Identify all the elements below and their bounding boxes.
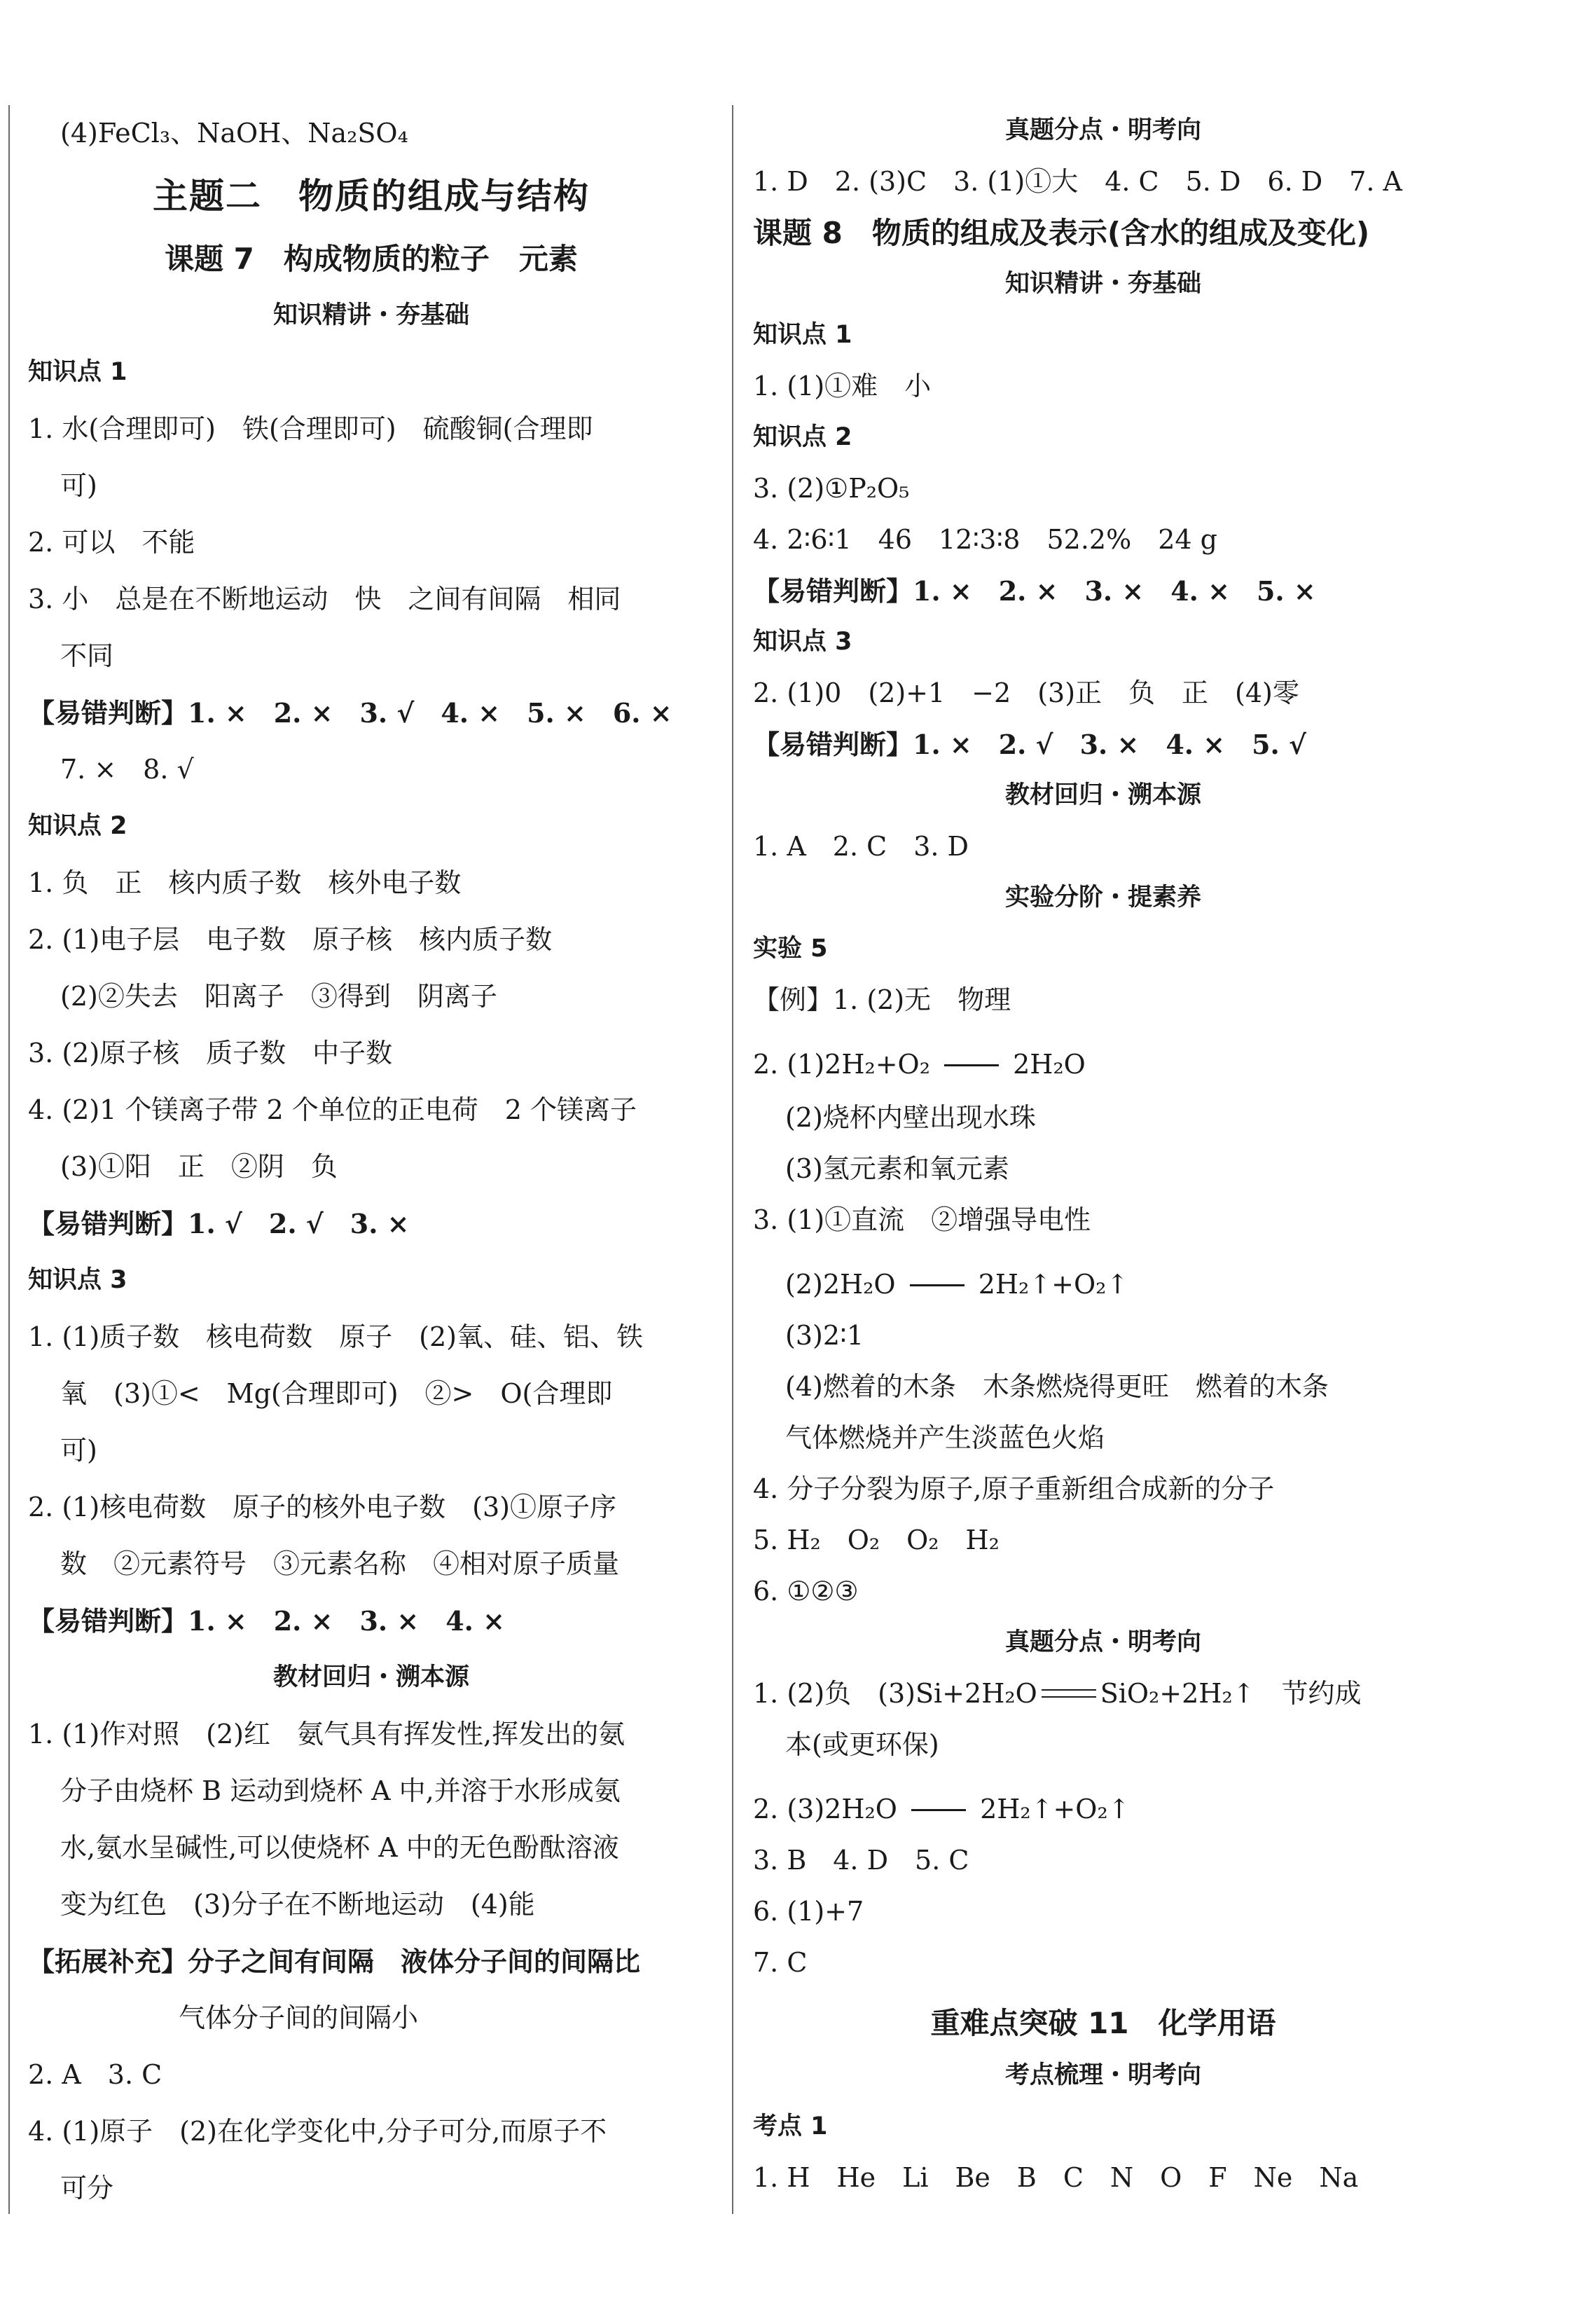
error-judgment-line: 【易错判断】1. × 2. √ 3. × 4. × 5. √ xyxy=(753,729,1306,760)
knowledge-point-heading: 知识点 1 xyxy=(28,358,127,386)
theme-title: 主题二 物质的组成与结构 xyxy=(153,176,590,216)
answer-line: 3. (2)原子核 质子数 中子数 xyxy=(28,1038,393,1068)
equation-line xyxy=(753,1246,1453,1310)
answer-line: 气体分子间的间隔小 xyxy=(179,2002,419,2033)
section-heading: 实验分阶・提素养 xyxy=(1004,883,1201,912)
answer-line: 2. (1)核电荷数 原子的核外电子数 (3)①原子序 xyxy=(28,1492,616,1522)
error-judgment-line: 【易错判断】1. √ 2. √ 3. × xyxy=(28,1208,410,1239)
experiment-heading: 实验 5 xyxy=(753,935,828,963)
equation-reactants: (2)2H₂O xyxy=(785,1269,896,1300)
section-heading: 真题分点・明考向 xyxy=(1004,116,1201,144)
equation-reactants: 2. (3)2H₂O xyxy=(753,1794,897,1824)
answer-line: 6. ①②③ xyxy=(753,1576,859,1607)
answer-line: 4. (1)原子 (2)在化学变化中,分子可分,而原子不 xyxy=(28,2116,607,2147)
answer-line: 2. (1)电子层 电子数 原子核 核内质子数 xyxy=(28,924,553,955)
knowledge-point-heading: 知识点 3 xyxy=(28,1266,127,1294)
answer-line: 3. (2)①P₂O₅ xyxy=(753,473,910,504)
knowledge-point-heading: 知识点 2 xyxy=(753,423,852,451)
answer-line: 2. 可以 不能 xyxy=(28,527,195,558)
answer-line: 2. (1)0 (2)+1 −2 (3)正 负 正 (4)零 xyxy=(753,678,1299,708)
equation-products: 2H₂↑+O₂↑ xyxy=(980,1794,1131,1824)
answer-line: 3. 小 总是在不断地运动 快 之间有间隔 相同 xyxy=(28,584,621,614)
answer-line: 变为红色 (3)分子在不断地运动 (4)能 xyxy=(60,1889,535,1920)
answer-line: (4)FeCl₃、NaOH、Na₂SO₄ xyxy=(60,118,408,149)
answer-line: 可分 xyxy=(60,2173,114,2203)
left-column xyxy=(28,105,714,2217)
section-heading: 教材回归・溯本源 xyxy=(272,1663,469,1691)
answer-line: 4. 分子分裂为原子,原子重新组合成新的分子 xyxy=(753,1473,1275,1504)
extension-line: 【拓展补充】分子之间有间隔 液体分子间的间隔比 xyxy=(28,1946,641,1977)
exam-point-heading: 考点 1 xyxy=(753,2112,828,2140)
answer-line: 1. (1)作对照 (2)红 氨气具有挥发性,挥发出的氨 xyxy=(28,1719,625,1749)
section-heading: 考点梳理・明考向 xyxy=(1004,2061,1201,2089)
answer-line: 4. 2∶6∶1 46 12∶3∶8 52.2% 24 g xyxy=(753,524,1217,555)
example-line: 【例】1. (2)无 物理 xyxy=(753,984,1011,1015)
answer-line: 1. (1)①难 小 xyxy=(753,371,932,401)
reaction-arrow xyxy=(911,1770,966,1835)
equals-sign xyxy=(1042,1689,1096,1698)
answer-line: 数 ②元素符号 ③元素名称 ④相对原子质量 xyxy=(60,1548,620,1579)
answer-line: 本(或更环保) xyxy=(785,1729,939,1760)
answer-line: 2. A 3. C xyxy=(28,2059,163,2090)
knowledge-point-heading: 知识点 3 xyxy=(753,628,852,656)
answer-line: 分子由烧杯 B 运动到烧杯 A 中,并溶于水形成氨 xyxy=(60,1775,621,1806)
answer-line: 4. (2)1 个镁离子带 2 个单位的正电荷 2 个镁离子 xyxy=(28,1094,637,1125)
equation-reactants: 2. (1)2H₂+O₂ xyxy=(753,1049,930,1080)
error-judgment-line: 【易错判断】1. × 2. × 3. × 4. × xyxy=(28,1605,505,1637)
answer-line: 1. A 2. C 3. D xyxy=(753,831,969,862)
section-heading: 教材回归・溯本源 xyxy=(1004,781,1201,809)
reaction-arrow xyxy=(944,1026,999,1092)
answer-line: 7. C xyxy=(753,1947,808,1978)
answer-line: 可) xyxy=(60,470,97,501)
answer-line: (2)烧杯内壁出现水珠 xyxy=(785,1102,1036,1133)
equation-line xyxy=(753,1668,1453,1719)
breakthrough-title: 重难点突破 11 化学用语 xyxy=(930,2006,1276,2040)
answer-line: 3. (1)①直流 ②增强导电性 xyxy=(753,1204,1091,1235)
equation-reactants: 1. (2)负 (3)Si+2H₂O xyxy=(753,1678,1037,1709)
answer-line: (2)②失去 阳离子 ③得到 阴离子 xyxy=(60,981,497,1012)
knowledge-point-heading: 知识点 1 xyxy=(753,321,852,349)
reaction-arrow xyxy=(910,1246,965,1310)
answer-line: 6. (1)+7 xyxy=(753,1896,864,1927)
right-column xyxy=(753,105,1453,2203)
error-judgment-line: 【易错判断】1. × 2. × 3. × 4. × 5. × xyxy=(753,575,1316,607)
knowledge-point-heading: 知识点 2 xyxy=(28,812,127,840)
equation-products: 2H₂↑+O₂↑ xyxy=(978,1269,1129,1300)
column-divider xyxy=(732,105,733,2214)
error-judgment-line: 【易错判断】1. × 2. × 3. √ 4. × 5. × 6. × xyxy=(28,697,672,729)
section-heading: 知识精讲・夯基础 xyxy=(1004,270,1201,298)
answer-line: 1. 负 正 核内质子数 核外电子数 xyxy=(28,867,462,898)
answer-line: 氧 (3)①< Mg(合理即可) ②> O(合理即 xyxy=(60,1378,613,1409)
lesson-title: 课题 7 构成物质的粒子 元素 xyxy=(165,242,578,276)
answer-line: 水,氨水呈碱性,可以使烧杯 A 中的无色酚酞溶液 xyxy=(60,1832,619,1863)
equation-products: 2H₂O xyxy=(1013,1049,1086,1080)
left-margin-rule xyxy=(8,105,10,2214)
lesson-title: 课题 8 物质的组成及表示(含水的组成及变化) xyxy=(753,216,1370,250)
answer-line: 1. (1)质子数 核电荷数 原子 (2)氧、硅、铝、铁 xyxy=(28,1321,643,1352)
equation-products: SiO₂+2H₂↑ 节约成 xyxy=(1100,1678,1362,1709)
section-heading: 真题分点・明考向 xyxy=(1004,1628,1201,1656)
equation-line xyxy=(753,1770,1453,1835)
answer-line: 可) xyxy=(60,1435,97,1466)
answer-line: 不同 xyxy=(60,640,114,671)
answer-line: 气体燃烧并产生淡蓝色火焰 xyxy=(785,1422,1105,1453)
answer-line: (3)氢元素和氧元素 xyxy=(785,1153,1009,1184)
answer-line: 7. × 8. √ xyxy=(60,754,194,785)
answer-line: 1. D 2. (3)C 3. (1)①大 4. C 5. D 6. D 7. A xyxy=(753,166,1402,197)
answer-line: (3)2∶1 xyxy=(785,1320,864,1351)
answer-line: 1. H He Li Be B C N O F Ne Na xyxy=(753,2162,1359,2193)
answer-line: (3)①阳 正 ②阴 负 xyxy=(60,1151,338,1182)
answer-line: 5. H₂ O₂ O₂ H₂ xyxy=(753,1525,1000,1555)
section-heading: 知识精讲・夯基础 xyxy=(272,301,469,329)
equation-line xyxy=(753,1026,1453,1092)
answer-line: 3. B 4. D 5. C xyxy=(753,1845,969,1876)
answer-line: (4)燃着的木条 木条燃烧得更旺 燃着的木条 xyxy=(785,1371,1329,1402)
answer-line: 1. 水(合理即可) 铁(合理即可) 硫酸铜(合理即 xyxy=(28,413,593,444)
